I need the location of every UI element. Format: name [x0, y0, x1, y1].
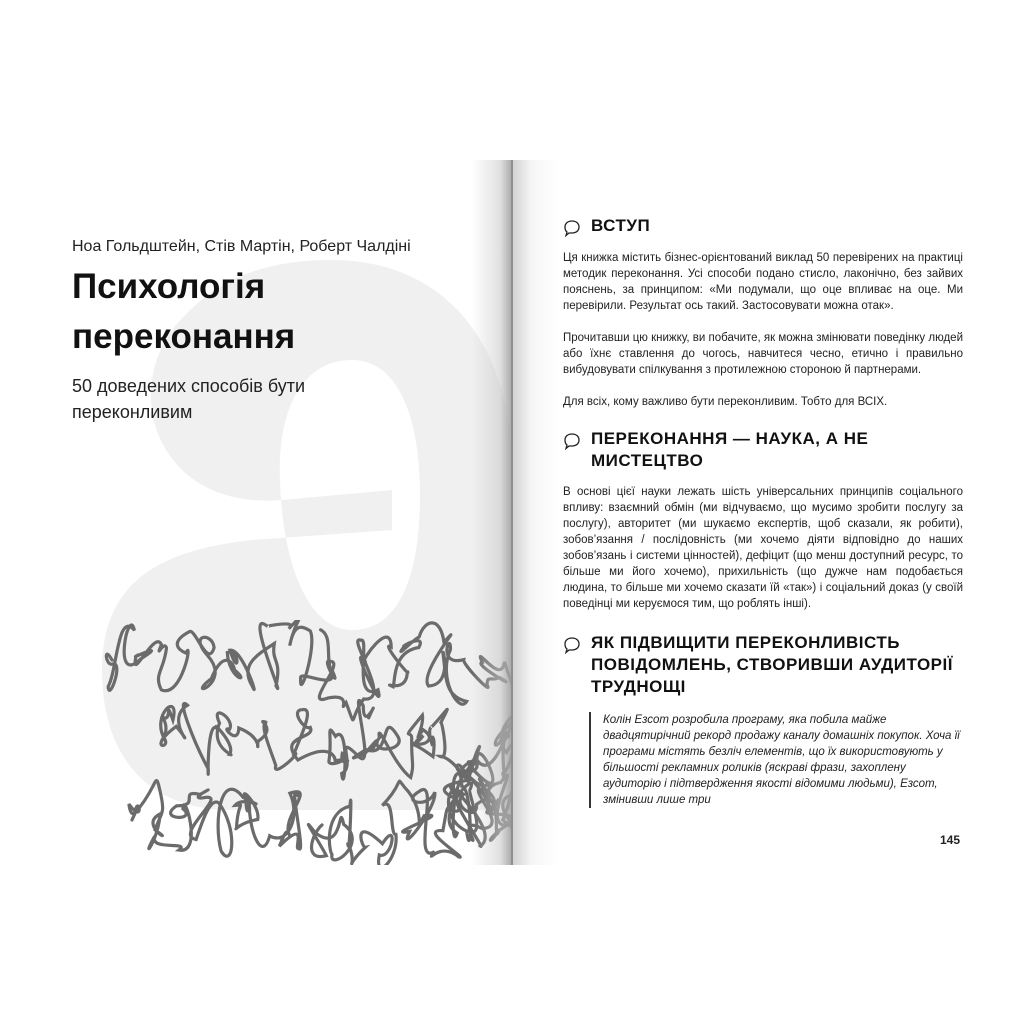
book-subtitle: [72, 373, 402, 425]
section-title: ПЕРЕКОНАННЯ — НАУКА, А НЕ МИСТЕЦТВО: [591, 429, 869, 470]
paragraph: Прочитавши цю книжку, ви побачите, як можна змінювати поведінку людей або їхнє ставлення до чогось, навчитеся чесно, етично і правильно вибудовувати спілкування з протилежною стороною й партнерами.: [563, 332, 963, 376]
example-quote: [589, 712, 963, 808]
section-science: [563, 428, 963, 612]
book-authors: Ноа Гольдштейн, Стів Мартін, Роберт Чалдіні: [72, 238, 411, 255]
book-title: [72, 262, 295, 362]
paragraph: Ця книжка містить бізнес-орієнтований виклад 50 перевірених на практиці методик переконання. Усі способи подано стисло, лаконічно, без зайвих пояснень, за принципом: «Ми подумали, що оце впливає на оце. Ми перевірили. Результат ось такий. Застосовувати можна отак».: [563, 252, 963, 312]
book-title-line-1: Психологія: [72, 267, 266, 306]
book-title-line-2: переконання: [72, 317, 296, 356]
spine-shadow-right: [513, 160, 558, 865]
section-heading: [563, 632, 963, 698]
scribble-illustration: [72, 620, 512, 865]
spine-shadow-left: [472, 160, 512, 865]
scribble-stroke: [106, 620, 332, 691]
cover-page: [72, 160, 512, 865]
speech-bubble-icon: [563, 636, 581, 654]
section-title-line: ПОВІДОМЛЕНЬ, СТВОРИВШИ АУДИТОРІЇ: [591, 655, 953, 674]
section-difficulties: [563, 632, 963, 808]
book-subtitle-line-1: 50 доведених способів бути: [72, 376, 306, 396]
section-heading: [563, 428, 963, 472]
content-page: [563, 215, 963, 808]
scribble-stroke: [129, 781, 301, 857]
paragraph: В основі цієї науки лежать шість універсальних принципів соціального впливу: взаємний обмін (ми відчуваємо, що мусимо зробити послугу за послугу), авторитет (ми шукаємо експертів, щоб сказали, як робити), зобов’язання / послідовність (ми хочемо діяти відповідно до наших зобов’язань і системи цінностей), дефіцит (що менш доступний ресурс, то більше ми його хочемо), прихильність (що дужче нам подобається людина, то більше ми хочемо сказати їй «так») і соціальний доказ (у своїй поведінці ми керуємося тим, що роблять інші).: [563, 486, 963, 610]
page-number: 145: [940, 833, 961, 847]
scribble-stroke: [161, 700, 374, 779]
section-title-line: ТРУДНОЩІ: [591, 677, 686, 696]
paragraph: Для всіх, кому важливо бути переконливим. Тобто для ВСІХ.: [563, 396, 888, 408]
quote-text: Колін Езсот розробила програму, яка побила майже двадцятирічний рекорд продажу каналу домашніх покупок. Хоча її програми містять безліч елементів, що їх використовують у більшості рекламних роликів (яскраві фрази, захоплену аудиторію і підтвердження якості відомими людьми), Езсот, змінивши лише три: [603, 714, 960, 806]
section-heading: [563, 215, 963, 237]
section-title: [591, 632, 953, 698]
speech-bubble-icon: [563, 219, 581, 237]
section-title-line: ЯК ПІДВИЩИТИ ПЕРЕКОНЛИВІСТЬ: [591, 633, 900, 652]
book-subtitle-line-2: переконливим: [72, 402, 193, 422]
section-intro: [563, 215, 963, 410]
speech-bubble-icon: [563, 432, 581, 450]
section-title: ВСТУП: [591, 216, 651, 235]
